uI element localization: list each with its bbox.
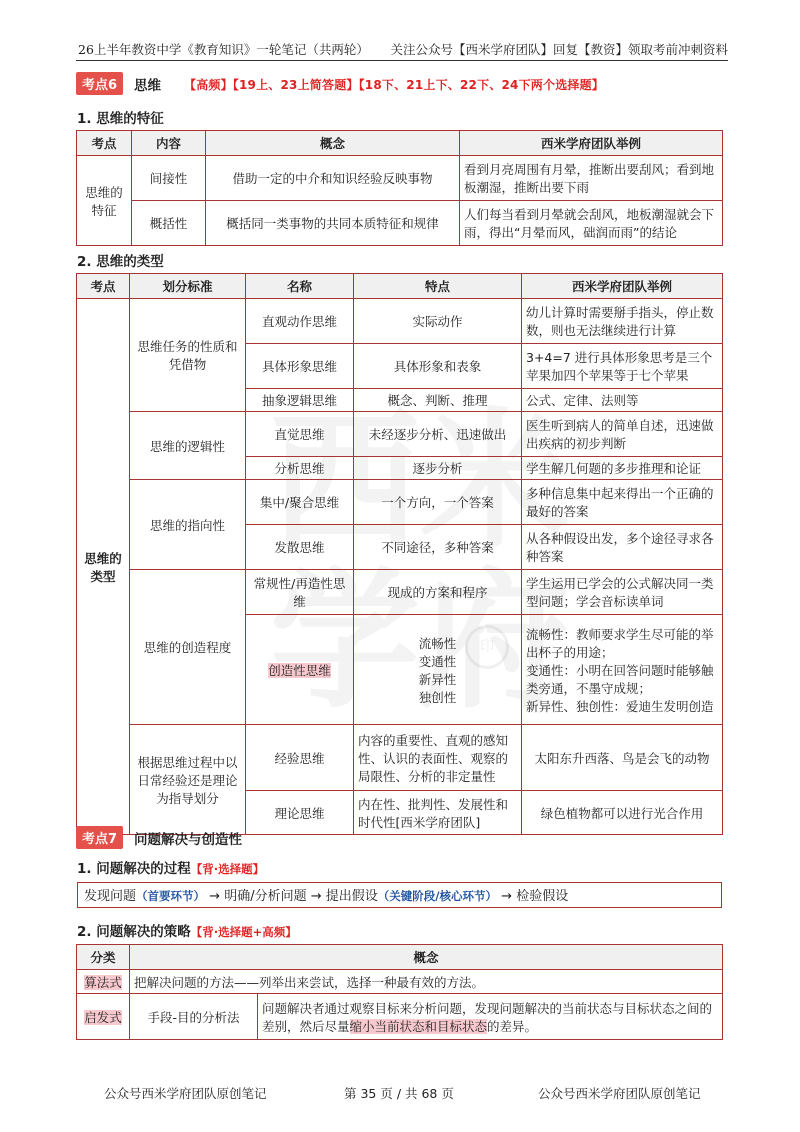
table-row xyxy=(77,299,723,344)
concept-cell xyxy=(258,994,723,1040)
example-cell: 人们每当看到月晕就会刮风，地板潮湿就会下雨，得出“月晕而风，础润而雨”的结论 xyxy=(460,201,723,246)
name-cell: 直观动作思维 xyxy=(246,299,354,344)
strategy-table xyxy=(76,944,723,1040)
section-title: 1. 思维的特征 xyxy=(77,111,164,127)
column-header: 考点 xyxy=(77,131,132,156)
name-cell: 分析思维 xyxy=(246,457,354,480)
column-header: 概念 xyxy=(130,945,723,970)
section-title-text: 1. 问题解决的过程 xyxy=(77,861,191,877)
feature-item: 变通性 xyxy=(418,653,457,669)
example-cell: 公式、定律、法则等 xyxy=(522,389,723,412)
page-number: 第 35 页 / 共 68 页 xyxy=(344,1086,454,1101)
feature-cell: 逐步分析 xyxy=(354,457,522,480)
concept-highlight: 缩小当前状态和目标状态 xyxy=(349,1018,488,1034)
heuristic-highlight: 启发式 xyxy=(84,1009,122,1025)
name-cell: 经验思维 xyxy=(246,725,354,791)
feature-cell: 具体形象和表象 xyxy=(354,344,522,389)
section-title xyxy=(77,920,297,940)
section-title: 2. 思维的类型 xyxy=(77,254,164,270)
group-cell: 思维的特征 xyxy=(77,156,132,246)
content-cell: 概括性 xyxy=(132,201,206,246)
table-row xyxy=(77,412,723,457)
table-row xyxy=(77,970,723,994)
example-cell: 从各种假设出发，多个途径寻求各种答案 xyxy=(522,525,723,570)
example-cell: 3+4=7 进行具体形象思考是三个苹果加四个苹果等于七个苹果 xyxy=(522,344,723,389)
example-item: 新异性、独创性：爱迪生发明创造 xyxy=(526,698,714,714)
section-title-text: 2. 问题解决的策略 xyxy=(77,924,191,940)
feature-cell: 不同途径，多种答案 xyxy=(354,525,522,570)
feature-cell: 内在性、批判性、发展性和时代性[西米学府团队] xyxy=(354,791,522,835)
name-cell: 发散思维 xyxy=(246,525,354,570)
section-tag: 【背·选择题+高频】 xyxy=(190,925,297,939)
algorithm-highlight: 算法式 xyxy=(84,974,122,990)
thinking-types-table xyxy=(76,273,723,835)
example-cell: 太阳东升西落、鸟是会飞的动物 xyxy=(522,725,723,791)
column-header: 内容 xyxy=(132,131,206,156)
example-cell: 学生解几何题的多步推理和论证 xyxy=(522,457,723,480)
column-header: 西米学府团队举例 xyxy=(460,131,723,156)
feature-item: 独创性 xyxy=(418,689,457,705)
example-cell: 绿色植物都可以进行光合作用 xyxy=(522,791,723,835)
arrow-icon: → xyxy=(209,889,221,904)
feature-cell: 概念、判断、推理 xyxy=(354,389,522,412)
kaodian-7-badge: 考点7 xyxy=(76,826,123,849)
creative-thinking-highlight: 创造性思维 xyxy=(268,662,331,678)
process-step: 明确/分析问题 xyxy=(224,889,307,904)
feature-cell: 现成的方案和程序 xyxy=(354,570,522,615)
concept-text: 问题解决者通过观察目标来分析问题，发现问题解决的当前状态与目标状态之间的差别，然后尽量 xyxy=(262,1000,713,1034)
problem-solving-process xyxy=(77,882,722,908)
table-row xyxy=(77,725,723,791)
feature-cell: 一个方向，一个答案 xyxy=(354,480,522,525)
concept-text: 的差异。 xyxy=(487,1018,538,1034)
table-row xyxy=(77,480,723,525)
arrow-icon: → xyxy=(310,889,322,904)
section-title xyxy=(77,857,264,877)
section-tag: 【背·选择题】 xyxy=(190,862,265,876)
column-header: 名称 xyxy=(246,274,354,299)
header-left-text: 26上半年教资中学《教育知识》一轮笔记（共两轮） xyxy=(78,42,369,57)
type-cell xyxy=(77,994,130,1040)
content-cell: 间接性 xyxy=(132,156,206,201)
column-header: 西米学府团队举例 xyxy=(522,274,723,299)
example-cell: 看到月亮周围有月晕，推断出要刮风；看到地板潮湿，推断出要下雨 xyxy=(460,156,723,201)
criterion-cell: 思维的指向性 xyxy=(130,480,246,570)
feature-item: 流畅性 xyxy=(418,635,457,651)
table-header-row xyxy=(77,945,723,970)
process-note: （关键阶段/核心环节） xyxy=(377,889,497,903)
kaodian-6-tags: 【高频】【19上、23上简答题】【18下、21上下、22下、24下两个选择题】 xyxy=(184,78,604,92)
page-header xyxy=(76,38,728,61)
column-header: 划分标准 xyxy=(130,274,246,299)
example-cell: 医生听到病人的简单自述，迅速做出疾病的初步判断 xyxy=(522,412,723,457)
name-cell: 具体形象思维 xyxy=(246,344,354,389)
example-item: 变通性：小明在回答问题时能够触类旁通，不墨守成规； xyxy=(526,662,714,696)
name-cell: 集中/聚合思维 xyxy=(246,480,354,525)
header-right-text: 关注公众号【西米学府团队】回复【教资】领取考前冲刺资料 xyxy=(390,42,728,57)
example-cell: 多种信息集中起来得出一个正确的最好的答案 xyxy=(522,480,723,525)
feature-cell: 内容的重要性、直观的感知性、认识的表面性、观察的局限性、分析的非定量性 xyxy=(354,725,522,791)
kaodian-7-title: 问题解决与创造性 xyxy=(134,832,242,848)
example-cell: 学生运用已学会的公式解决同一类型问题；学会音标读单词 xyxy=(522,570,723,615)
process-step: 检验假设 xyxy=(516,889,569,904)
criterion-cell: 思维的创造程度 xyxy=(130,570,246,725)
footer-right: 公众号西米学府团队原创笔记 xyxy=(538,1086,701,1101)
process-step: 发现问题 xyxy=(84,889,137,904)
column-header: 概念 xyxy=(206,131,460,156)
concept-cell: 借助一定的中介和知识经验反映事物 xyxy=(206,156,460,201)
feature-cell: 未经逐步分析、迅速做出 xyxy=(354,412,522,457)
process-step: 提出假设 xyxy=(325,889,378,904)
method-cell: 手段-目的分析法 xyxy=(130,994,258,1040)
name-cell: 抽象逻辑思维 xyxy=(246,389,354,412)
process-note: （首要环节） xyxy=(136,889,206,903)
feature-item: 新异性 xyxy=(418,671,457,687)
feature-cell: 实际动作 xyxy=(354,299,522,344)
example-cell: 幼儿计算时需要掰手指头，停止数数，则也无法继续进行计算 xyxy=(522,299,723,344)
kaodian-6-badge: 考点6 xyxy=(76,72,123,95)
column-header: 分类 xyxy=(77,945,130,970)
concept-cell: 概括同一类事物的共同本质特征和规律 xyxy=(206,201,460,246)
criterion-cell: 根据思维过程中以日常经验还是理论为指导划分 xyxy=(130,725,246,835)
name-cell: 常规性/再造性思维 xyxy=(246,570,354,615)
table-header-row xyxy=(77,131,723,156)
column-header: 特点 xyxy=(354,274,522,299)
feature-cell xyxy=(354,615,522,725)
criterion-cell: 思维任务的性质和凭借物 xyxy=(130,299,246,412)
name-cell xyxy=(246,615,354,725)
table-row xyxy=(77,201,723,246)
footer-left: 公众号西米学府团队原创笔记 xyxy=(104,1086,267,1101)
name-cell: 直觉思维 xyxy=(246,412,354,457)
name-cell: 理论思维 xyxy=(246,791,354,835)
table-row xyxy=(77,156,723,201)
example-item: 流畅性：教师要求学生尽可能的举出杯子的用途； xyxy=(526,626,714,660)
thinking-features-table xyxy=(76,130,723,246)
type-cell xyxy=(77,970,130,994)
table-row xyxy=(77,994,723,1040)
concept-cell: 把解决问题的方法——列举出来尝试，选择一种最有效的方法。 xyxy=(130,970,723,994)
group-cell: 思维的类型 xyxy=(77,299,130,835)
criterion-cell: 思维的逻辑性 xyxy=(130,412,246,480)
column-header: 考点 xyxy=(77,274,130,299)
arrow-icon: → xyxy=(501,889,513,904)
watermark-seal: 印 xyxy=(465,625,509,669)
table-row xyxy=(77,570,723,615)
table-header-row xyxy=(77,274,723,299)
example-cell xyxy=(522,615,723,725)
kaodian-6-title: 思维 xyxy=(134,78,161,94)
